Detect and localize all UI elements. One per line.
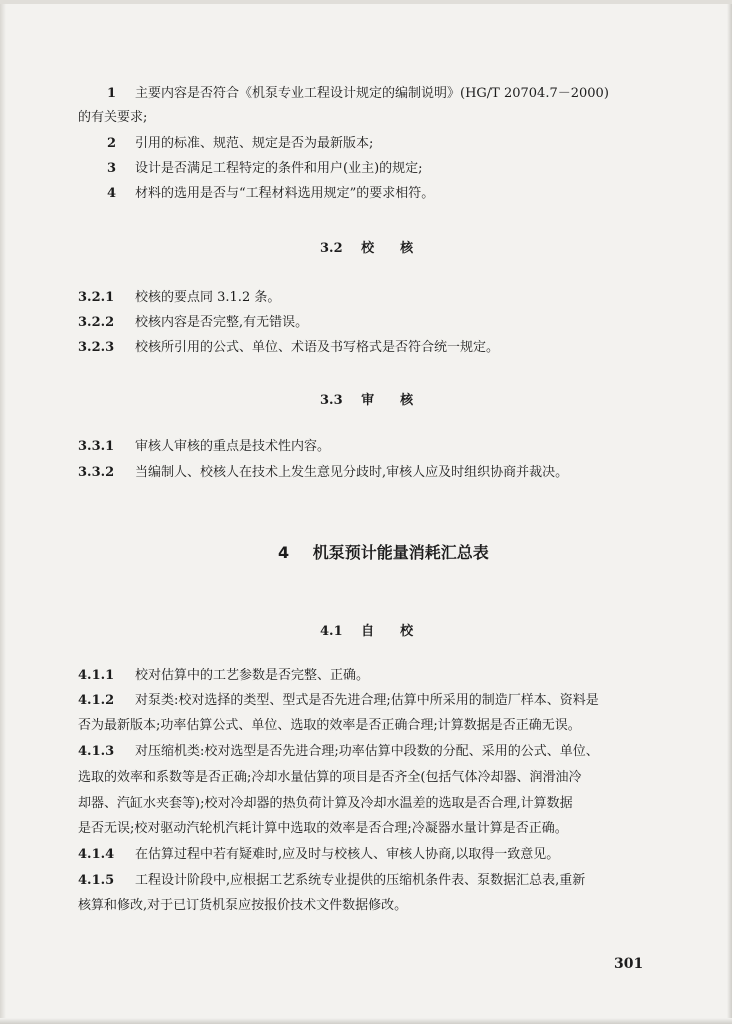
list-item-continuation: 的有关要求;: [78, 110, 148, 125]
page-number: 301: [614, 956, 644, 972]
clause: 3.2.1 校核的要点同 3.1.2 条。: [78, 290, 281, 305]
page-edge-right: [727, 0, 732, 1024]
clause: 4.1.2 对泵类:校对选择的类型、型式是否先进合理;估算中所采用的制造厂样本、资料是: [78, 693, 599, 708]
clause: 3.2.2 校核内容是否完整,有无错误。: [78, 315, 309, 330]
list-item: 4 材料的选用是否与“工程材料选用规定”的要求相符。: [107, 186, 435, 201]
clause: 4.1.4 在估算过程中若有疑难时,应及时与校核人、审核人协商,以取得一致意见。: [78, 847, 560, 862]
page-edge-top: [0, 0, 732, 4]
clause-continuation: 否为最新版本;功率估算公式、单位、选取的效率是否正确合理;计算数据是否正确无误。: [78, 718, 581, 733]
clause: 3.3.2 当编制人、校核人在技术上发生意见分歧时,审核人应及时组织协商并裁决。: [78, 465, 569, 480]
page-edge-left: [0, 0, 6, 1024]
section-heading-3-3: 3.3 审核: [320, 393, 440, 408]
clause: 3.2.3 校核所引用的公式、单位、术语及书写格式是否符合统一规定。: [78, 340, 500, 355]
chapter-title: 4 机泵预计能量消耗汇总表: [278, 543, 489, 562]
list-item: 2 引用的标准、规范、规定是否为最新版本;: [107, 136, 374, 151]
section-heading-3-2: 3.2 校核: [320, 241, 440, 256]
list-item: 1 主要内容是否符合《机泵专业工程设计规定的编制说明》(HG/T 20704.7－2000): [107, 86, 609, 101]
clause: 4.1.1 校对估算中的工艺参数是否完整、正确。: [78, 668, 370, 683]
clause: 4.1.5 工程设计阶段中,应根据工艺系统专业提供的压缩机条件表、泵数据汇总表,重新: [78, 873, 586, 888]
clause-continuation: 核算和修改,对于已订货机泵应按报价技术文件数据修改。: [78, 898, 408, 913]
page-edge-bottom: [0, 1018, 732, 1024]
clause: 4.1.3 对压缩机类:校对选型是否先进合理;功率估算中段数的分配、采用的公式、单位、: [78, 744, 599, 759]
list-item: 3 设计是否满足工程特定的条件和用户(业主)的规定;: [107, 161, 423, 176]
clause: 3.3.1 审核人审核的重点是技术性内容。: [78, 439, 331, 454]
section-heading-4-1: 4.1 自校: [320, 624, 440, 639]
clause-continuation: 是否无误;校对驱动汽轮机汽耗计算中选取的效率是否合理;冷凝器水量计算是否正确。: [78, 821, 568, 836]
clause-continuation: 却器、汽缸水夹套等);校对冷却器的热负荷计算及冷却水温差的选取是否合理,计算数据: [78, 796, 573, 811]
clause-continuation: 选取的效率和系数等是否正确;冷却水量估算的项目是否齐全(包括气体冷却器、润滑油冷: [78, 770, 582, 785]
